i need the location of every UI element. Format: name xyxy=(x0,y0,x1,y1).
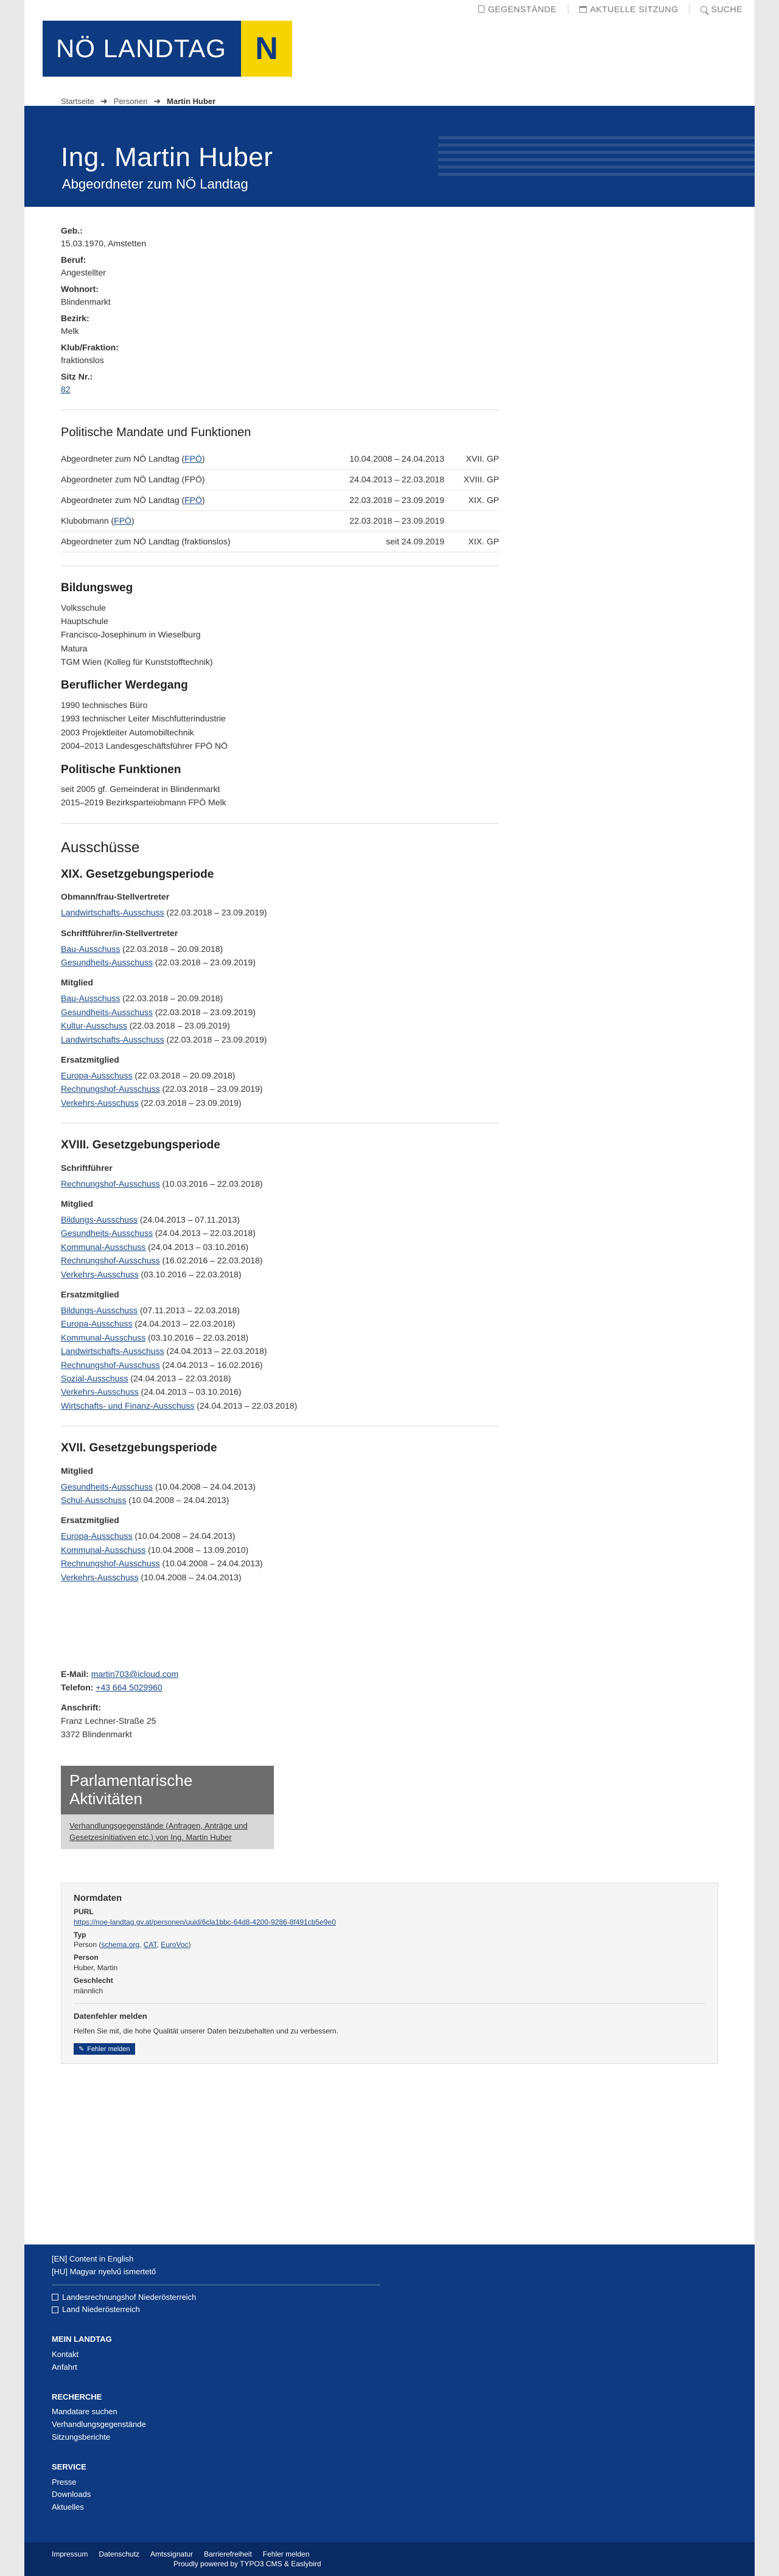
party-link[interactable]: FPÖ xyxy=(184,454,202,463)
committee-date: (24.04.2013 – 22.03.2018) xyxy=(166,1346,267,1356)
list-item: 1993 technischer Leiter Mischfutterindustrie xyxy=(61,713,226,724)
committee-list xyxy=(61,1304,499,1412)
mandate-date: seit 24.09.2019 xyxy=(341,532,456,552)
committee-link[interactable]: Gesundheits-Ausschuss xyxy=(61,957,153,968)
search-icon xyxy=(700,6,707,13)
footer-amtssignatur[interactable]: Amtssignatur xyxy=(150,2550,194,2558)
committee-date: (03.10.2016 – 22.03.2018) xyxy=(148,1332,249,1342)
committee-date: (24.04.2013 – 22.03.2018) xyxy=(134,1319,236,1329)
person-label: Person xyxy=(74,1953,99,1962)
role-title: Mitglied xyxy=(61,1465,93,1476)
committee-link[interactable]: Gesundheits-Ausschuss xyxy=(61,1228,153,1238)
committee-date: (22.03.2018 – 23.09.2019) xyxy=(162,1084,263,1094)
role-title: Mitglied xyxy=(61,1199,93,1209)
committee-list xyxy=(61,942,499,970)
divider xyxy=(61,409,499,410)
top-utility-bar xyxy=(24,0,755,18)
field-value: 15.03.1970, Amstetten xyxy=(61,238,147,248)
breadcrumb xyxy=(61,96,755,106)
arrow-right-icon: ➜ xyxy=(153,96,161,106)
committee-item xyxy=(61,1213,499,1226)
pencil-icon: ✎ xyxy=(79,2046,85,2054)
person-value: Huber, Martin xyxy=(74,1963,118,1972)
committee-date: (24.04.2013 – 22.03.2018) xyxy=(130,1373,231,1383)
email-label: E-Mail: xyxy=(61,1669,89,1679)
committee-item xyxy=(61,1268,499,1281)
committee-date: (22.03.2018 – 23.09.2019) xyxy=(141,1097,242,1108)
mandate-row xyxy=(61,449,499,470)
footer-lang-en[interactable]: [EN] Content in English xyxy=(52,2254,134,2263)
period-title: XIX. Gesetzgebungsperiode xyxy=(61,867,214,881)
committee-date: (22.03.2018 – 23.09.2019) xyxy=(129,1021,230,1031)
mandate-gp: XIX. GP xyxy=(456,532,499,552)
committee-date: (10.03.2016 – 22.03.2018) xyxy=(162,1178,263,1189)
list-item: Volksschule xyxy=(61,602,106,613)
committee-item xyxy=(61,1317,499,1330)
committee-list xyxy=(61,1213,499,1281)
typ-label: Typ xyxy=(74,1930,86,1939)
external-link-icon xyxy=(52,2294,58,2300)
committee-link[interactable]: Europa-Ausschuss xyxy=(61,1531,133,1541)
committee-link[interactable]: Bildungs-Ausschuss xyxy=(61,1305,138,1316)
committee-link[interactable]: Verkehrs-Ausschuss xyxy=(61,1572,139,1582)
committee-item xyxy=(61,1543,499,1557)
footer-link-gegenstaende[interactable]: Verhandlungsgegenstände xyxy=(52,2420,146,2429)
committee-link[interactable]: Bau-Ausschuss xyxy=(61,943,121,954)
divider xyxy=(61,823,499,824)
arrow-right-icon: ➜ xyxy=(100,96,108,106)
committee-date: (10.04.2008 – 24.04.2013) xyxy=(141,1572,242,1582)
bildungsweg-list xyxy=(61,601,499,669)
hero-banner xyxy=(24,106,755,207)
hero-stripes xyxy=(438,136,755,179)
geschlecht-value: männlich xyxy=(74,1986,103,1995)
committee-date: (22.03.2018 – 23.09.2019) xyxy=(166,1034,267,1044)
field-label: Klub/Fraktion: xyxy=(61,342,119,352)
mandate-function: Abgeordneter zum NÖ Landtag (fraktionslos) xyxy=(61,532,341,552)
committee-date: (24.04.2013 – 03.10.2016) xyxy=(141,1387,242,1397)
committee-item xyxy=(61,1069,499,1082)
committee-date: (07.11.2013 – 22.03.2018) xyxy=(139,1305,240,1316)
page-subtitle: Abgeordneter zum NÖ Landtag xyxy=(62,176,248,192)
topbar-suche[interactable]: SUCHE xyxy=(700,4,742,14)
contact-block xyxy=(61,1668,178,1741)
committee-item xyxy=(61,1096,499,1109)
mandate-function: Abgeordneter zum NÖ Landtag (FPÖ) xyxy=(61,470,341,490)
committee-link[interactable]: Gesundheits-Ausschuss xyxy=(61,1481,153,1491)
committee-date: (22.03.2018 – 20.09.2018) xyxy=(122,943,223,954)
committee-link[interactable]: Rechnungshof-Ausschuss xyxy=(61,1359,160,1370)
committee-list xyxy=(61,906,499,919)
page xyxy=(24,0,755,2244)
mandate-function: Klubobmann (FPÖ) xyxy=(61,511,341,532)
committee-item xyxy=(61,1019,499,1032)
list-item: 2015–2019 Bezirksparteiobmann FPÖ Melk xyxy=(61,797,226,808)
field-label: Bezirk: xyxy=(61,313,89,323)
committee-item xyxy=(61,1177,499,1190)
sitz-link[interactable]: 82 xyxy=(61,384,71,394)
committee-link[interactable]: Landwirtschafts-Ausschuss xyxy=(61,1034,164,1044)
party-link[interactable]: FPÖ xyxy=(184,495,202,505)
committee-link[interactable]: Bildungs-Ausschuss xyxy=(61,1215,138,1225)
committee-date: (22.03.2018 – 23.09.2019) xyxy=(155,957,256,968)
committee-list xyxy=(61,1069,499,1109)
typ-value: Person (schema.org, CAT, EuroVoc) xyxy=(74,1940,191,1949)
mandate-function: Abgeordneter zum NÖ Landtag (FPÖ) xyxy=(61,449,341,470)
normdaten-title: Normdaten xyxy=(74,1893,122,1903)
footer-link-downloads[interactable]: Downloads xyxy=(52,2490,91,2499)
committee-date: (10.04.2008 – 24.04.2013) xyxy=(128,1495,229,1505)
section-title-ausschuesse: Ausschüsse xyxy=(61,839,140,856)
footer-section-title: RECHERCHE xyxy=(52,2392,102,2401)
committee-item xyxy=(61,1304,499,1317)
period-title: XVIII. Gesetzgebungsperiode xyxy=(61,1139,220,1152)
list-item: 2004–2013 Landesgeschäftsführer FPÖ NÖ xyxy=(61,741,228,751)
footer-datenschutz[interactable]: Datenschutz xyxy=(99,2550,140,2558)
purl-link[interactable]: https://noe-landtag.gv.at/personen/uuid/6cla1bbc-64d8-4200-9286-8f491cb5e9e0 xyxy=(74,1917,336,1926)
committee-link[interactable]: Schul-Ausschuss xyxy=(61,1495,127,1505)
committee-link[interactable]: Landwirtschafts-Ausschuss xyxy=(61,908,164,918)
mandate-gp: XIX. GP xyxy=(456,490,499,511)
committee-item xyxy=(61,1399,499,1412)
committee-date: (24.04.2013 – 16.02.2016) xyxy=(162,1359,263,1370)
site-footer xyxy=(24,2244,755,2576)
footer-ext-land[interactable]: Land Niederösterreich xyxy=(62,2305,140,2314)
field-label: Geb.: xyxy=(61,226,83,235)
mandate-row xyxy=(61,490,499,511)
committee-item xyxy=(61,1082,499,1095)
footer-section-title: SERVICE xyxy=(52,2462,86,2471)
committee-link[interactable]: Bau-Ausschuss xyxy=(61,993,121,1004)
list-item: Hauptschule xyxy=(61,616,108,626)
fehler-melden-button[interactable]: ✎ Fehler melden xyxy=(74,2043,135,2055)
list-item: TGM Wien (Kolleg für Kunststofftechnik) xyxy=(61,657,213,667)
committee-item xyxy=(61,1331,499,1344)
address-label: Anschrift: xyxy=(61,1703,102,1713)
normdaten-box xyxy=(61,1883,718,2064)
field-value: Melk xyxy=(61,326,79,336)
committee-link[interactable]: Europa-Ausschuss xyxy=(61,1071,133,1081)
committee-date: (22.03.2018 – 23.09.2019) xyxy=(166,908,267,918)
committee-list xyxy=(61,1177,499,1190)
committee-date: (10.04.2008 – 24.04.2013) xyxy=(155,1481,256,1491)
committee-date: (22.03.2018 – 20.09.2018) xyxy=(122,993,223,1004)
committee-link[interactable]: Verkehrs-Ausschuss xyxy=(61,1097,139,1108)
committee-list xyxy=(61,991,499,1046)
committee-date: (16.02.2016 – 22.03.2018) xyxy=(162,1255,263,1266)
committee-item xyxy=(61,1033,499,1046)
breadcrumb-personen[interactable]: Personen xyxy=(113,97,148,106)
committee-item xyxy=(61,1493,499,1507)
footer-link-mandatare[interactable]: Mandatare suchen xyxy=(52,2407,117,2417)
logo-mark-icon: N xyxy=(241,21,292,77)
footer-link-sitzungsberichte[interactable]: Sitzungsberichte xyxy=(52,2432,111,2442)
mandate-date: 10.04.2008 – 24.04.2013 xyxy=(341,449,456,470)
footer-section-title: MEIN LANDTAG xyxy=(52,2335,112,2344)
list-item: Francisco-Josephinum in Wieselburg xyxy=(61,630,201,640)
committee-date: (22.03.2018 – 20.09.2018) xyxy=(134,1071,236,1081)
committee-link[interactable]: Wirtschafts- und Finanz-Ausschuss xyxy=(61,1400,195,1411)
footer-link-aktuelles[interactable]: Aktuelles xyxy=(52,2502,84,2512)
phone-label: Telefon: xyxy=(61,1682,94,1692)
footer-barrierefreiheit[interactable]: Barrierefreiheit xyxy=(204,2550,252,2558)
address-city: 3372 Blindenmarkt xyxy=(61,1729,132,1739)
footer-link-kontakt[interactable]: Kontakt xyxy=(52,2349,79,2359)
person-details xyxy=(61,224,499,396)
funktionen-list xyxy=(61,782,499,810)
external-link-icon xyxy=(52,2307,58,2313)
divider xyxy=(74,2003,705,2004)
committee-item xyxy=(61,1005,499,1019)
parl-activities-box xyxy=(61,1766,274,1849)
committee-date: (24.04.2013 – 07.11.2013) xyxy=(139,1215,240,1225)
section-title-bildungsweg: Bildungsweg xyxy=(61,582,133,594)
section-title-funktionen: Politische Funktionen xyxy=(61,763,181,776)
committee-date: (03.10.2016 – 22.03.2018) xyxy=(141,1269,242,1279)
role-title: Obmann/frau-Stellvertreter xyxy=(61,892,170,902)
committee-item xyxy=(61,1344,499,1358)
phone-link[interactable]: +43 664 5029960 xyxy=(96,1682,162,1692)
typ-link-eurovoc[interactable]: EuroVoc xyxy=(161,1940,189,1949)
mandate-date: 22.03.2018 – 23.09.2019 xyxy=(341,511,456,532)
committee-item xyxy=(61,1385,499,1398)
document-icon xyxy=(478,5,484,13)
divider xyxy=(689,4,690,14)
committee-link[interactable]: Rechnungshof-Ausschuss xyxy=(61,1558,160,1569)
committee-item xyxy=(61,1240,499,1254)
mandate-function: Abgeordneter zum NÖ Landtag (FPÖ) xyxy=(61,490,341,511)
list-item: seit 2005 gf. Gemeinderat in Blindenmarkt xyxy=(61,784,220,794)
fehler-title: Datenfehler melden xyxy=(74,2012,147,2021)
committee-link[interactable]: Kultur-Ausschuss xyxy=(61,1021,127,1031)
role-title: Ersatzmitglied xyxy=(61,1055,119,1065)
section-title-mandates: Politische Mandate und Funktionen xyxy=(61,426,251,439)
geschlecht-label: Geschlecht xyxy=(74,1976,113,1985)
role-title: Schriftführer/in-Stellvertreter xyxy=(61,928,178,938)
mandates-table xyxy=(61,449,499,552)
powered-by: Proudly powered by TYPO3 CMS & Easlybird xyxy=(173,2560,321,2568)
mandate-row xyxy=(61,532,499,552)
mandate-date: 24.04.2013 – 22.03.2018 xyxy=(341,470,456,490)
committee-link[interactable]: Gesundheits-Ausschuss xyxy=(61,1007,153,1017)
committee-link[interactable]: Sozial-Ausschuss xyxy=(61,1373,128,1383)
committee-date: (24.04.2013 – 22.03.2018) xyxy=(197,1400,298,1411)
page-title: Ing. Martin Huber xyxy=(61,142,273,172)
parl-activities-title: Parlamentarische Aktivitäten xyxy=(61,1766,274,1814)
topbar-gegenstaende[interactable]: GEGENSTÄNDE xyxy=(478,4,557,14)
footer-link-anfahrt[interactable]: Anfahrt xyxy=(52,2362,77,2372)
committee-item xyxy=(61,1226,499,1240)
field-label: Wohnort: xyxy=(61,284,99,294)
address-street: Franz Lechner-Straße 25 xyxy=(61,1716,156,1726)
mandate-gp xyxy=(456,511,499,532)
footer-bottom-bar xyxy=(24,2543,755,2576)
list-item: Matura xyxy=(61,643,88,653)
calendar-icon xyxy=(579,6,587,13)
role-title: Schriftführer xyxy=(61,1162,113,1173)
field-label: Sitz Nr.: xyxy=(61,372,93,381)
committee-date: (24.04.2013 – 03.10.2016) xyxy=(148,1241,249,1252)
committee-link[interactable]: Kommunal-Ausschuss xyxy=(61,1241,146,1252)
committee-item xyxy=(61,1480,499,1493)
committee-date: (10.04.2008 – 13.09.2010) xyxy=(148,1544,249,1555)
mandate-gp: XVII. GP xyxy=(456,449,499,470)
committee-link[interactable]: Rechnungshof-Ausschuss xyxy=(61,1255,160,1266)
committee-link[interactable]: Kommunal-Ausschuss xyxy=(61,1544,146,1555)
committee-item xyxy=(61,1372,499,1385)
breadcrumb-home[interactable]: Startseite xyxy=(61,97,94,106)
committee-item xyxy=(61,991,499,1005)
role-title: Ersatzmitglied xyxy=(61,1290,119,1300)
committee-item xyxy=(61,1529,499,1543)
footer-link-presse[interactable]: Presse xyxy=(52,2477,77,2487)
site-logo[interactable] xyxy=(43,21,292,77)
footer-impressum[interactable]: Impressum xyxy=(52,2550,88,2558)
party-link[interactable]: FPÖ xyxy=(114,516,131,526)
fehler-text: Helfen Sie mit, die hohe Qualität unserer Daten beizubehalten und zu verbessern. xyxy=(74,2026,338,2035)
list-item: 2003 Projektleiter Automobiltechnik xyxy=(61,727,194,737)
mandate-row xyxy=(61,511,499,532)
committee-item xyxy=(61,942,499,956)
mandate-row xyxy=(61,470,499,490)
committee-list xyxy=(61,1480,499,1507)
committee-list xyxy=(61,1529,499,1584)
logo-text: NÖ LANDTAG xyxy=(43,21,241,77)
committee-link[interactable]: Verkehrs-Ausschuss xyxy=(61,1269,139,1279)
committee-link[interactable]: Europa-Ausschuss xyxy=(61,1319,133,1329)
committee-item xyxy=(61,956,499,969)
footer-lang-hu[interactable]: [HU] Magyar nyelvű ismertető xyxy=(52,2266,156,2276)
purl-label: PURL xyxy=(74,1908,94,1916)
breadcrumb-current: Martin Huber xyxy=(167,97,216,106)
committee-link[interactable]: Rechnungshof-Ausschuss xyxy=(61,1178,160,1189)
period-title: XVII. Gesetzgebungsperiode xyxy=(61,1442,217,1455)
committee-date: (10.04.2008 – 24.04.2013) xyxy=(162,1558,263,1569)
committee-link[interactable]: Kommunal-Ausschuss xyxy=(61,1332,146,1342)
mandate-date: 22.03.2018 – 23.09.2019 xyxy=(341,490,456,511)
werdegang-list xyxy=(61,698,499,753)
committee-date: (22.03.2018 – 23.09.2019) xyxy=(155,1007,256,1017)
committee-item xyxy=(61,1571,499,1584)
field-label: Beruf: xyxy=(61,255,86,265)
role-title: Ersatzmitglied xyxy=(61,1515,119,1526)
committee-item xyxy=(61,1557,499,1570)
committee-item xyxy=(61,1254,499,1267)
committee-link[interactable]: Rechnungshof-Ausschuss xyxy=(61,1084,160,1094)
mandate-gp: XVIII. GP xyxy=(456,470,499,490)
committee-date: (10.04.2008 – 24.04.2013) xyxy=(134,1531,236,1541)
committee-item xyxy=(61,1358,499,1372)
parl-activities-link[interactable]: Verhandlungsgegenstände (Anfragen, Anträge und Gesetzesinitiativen etc.) von Ing. Martin Huber xyxy=(69,1821,248,1842)
committee-link[interactable]: Landwirtschafts-Ausschuss xyxy=(61,1346,164,1356)
committee-link[interactable]: Verkehrs-Ausschuss xyxy=(61,1387,139,1397)
ausschuesse-list xyxy=(61,866,499,1584)
field-value: fraktionslos xyxy=(61,355,104,365)
field-value: Blindenmarkt xyxy=(61,297,111,307)
role-title: Mitglied xyxy=(61,977,93,988)
footer-fehler-melden[interactable]: Fehler melden xyxy=(262,2550,310,2558)
committee-date: (24.04.2013 – 22.03.2018) xyxy=(155,1228,256,1238)
footer-ext-rechnungshof[interactable]: Landesrechnungshof Niederösterreich xyxy=(62,2292,197,2302)
list-item: 1990 technisches Büro xyxy=(61,700,148,710)
field-value: Angestellter xyxy=(61,268,106,277)
typ-link-cat[interactable]: CAT xyxy=(143,1940,157,1949)
main-content xyxy=(61,222,499,1584)
topbar-aktuelle-sitzung[interactable]: AKTUELLE SITZUNG xyxy=(579,4,679,14)
email-link[interactable]: martin703@icloud.com xyxy=(91,1669,179,1679)
committee-item xyxy=(61,906,499,919)
typ-link-schema[interactable]: schema.org xyxy=(101,1940,140,1949)
section-title-werdegang: Beruflicher Werdegang xyxy=(61,679,188,692)
